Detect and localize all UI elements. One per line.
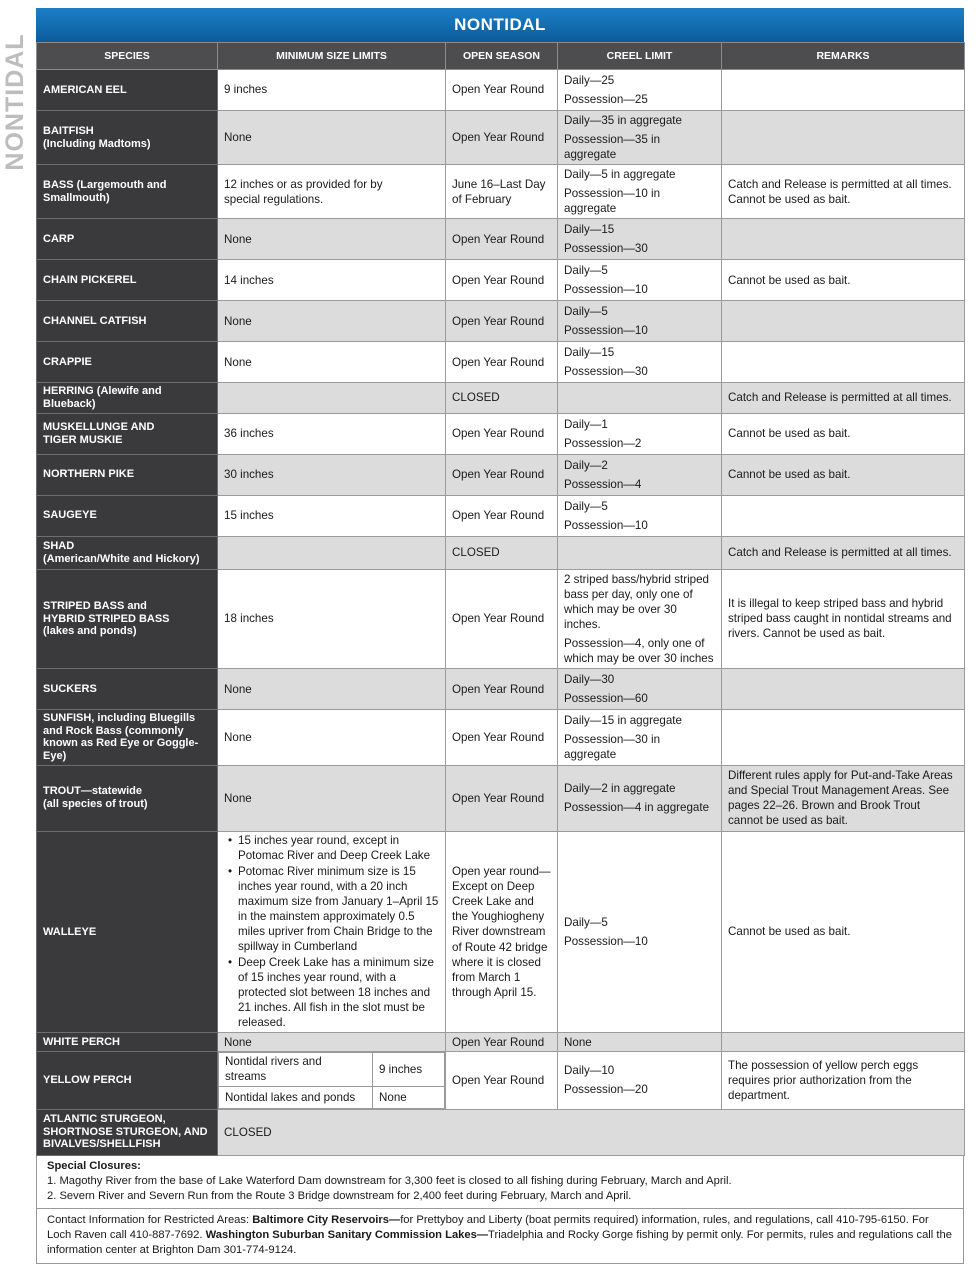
contact-intro: Contact Information for Restricted Areas: — [47, 1213, 253, 1226]
season-cell: Open Year Round — [446, 765, 558, 831]
creel-line: Daily—25 — [564, 73, 615, 87]
table-row — [37, 165, 965, 219]
side-section-label: NONTIDAL — [1, 33, 29, 171]
creel-cell — [558, 1052, 722, 1109]
creel-line: Possession—2 — [564, 436, 642, 450]
contact-baltimore-text: for Prettyboy and Liberty (boat permits required) information, rules, and regulations, call 410-795-6150. For Loch Raven call 410-887-7692. — [47, 1213, 929, 1241]
list-item: • Deep Creek Lake has a minimum size of 15 inches year round, with a protected slot between 18 inches and 21 inches. All fish in the slot must be released. — [232, 955, 439, 1030]
header-species: SPECIES — [37, 43, 218, 70]
size-cell: 12 inches or as provided for by special regulations. — [218, 165, 446, 219]
creel-line: Possession—10 — [564, 518, 648, 532]
creel-cell — [558, 454, 722, 495]
species-cell: BAITFISH (Including Madtoms) — [37, 111, 218, 165]
table-body — [37, 70, 965, 832]
header-min-size: MINIMUM SIZE LIMITS — [218, 43, 446, 70]
creel-line: Possession—10 — [564, 935, 648, 948]
season-cell: Open Year Round — [446, 710, 558, 766]
species-cell: WHITE PERCH — [37, 1033, 218, 1052]
table-row — [37, 669, 965, 710]
table-row — [37, 111, 965, 165]
creel-cell — [558, 413, 722, 454]
table-row — [37, 454, 965, 495]
header-remarks: REMARKS — [722, 43, 965, 70]
creel-cell — [558, 219, 722, 260]
size-cell — [218, 383, 446, 413]
remarks-cell: Cannot be used as bait. — [722, 454, 965, 495]
table-row — [219, 1086, 445, 1108]
creel-line: Possession—35 in aggregate — [564, 133, 661, 162]
season-cell: Open Year Round — [446, 1033, 558, 1052]
contact-wssc-text: Triadelphia and Rocky Gorge fishing by permit only. For permits, rules and regulations call the information center at Brighton Dam 301-774-9124. — [47, 1228, 952, 1257]
header-open-season: OPEN SEASON — [446, 43, 558, 70]
species-cell: TROUT—statewide (all species of trout) — [37, 765, 218, 831]
species-cell: BASS (Largemouth and Smallmouth) — [37, 165, 218, 219]
season-cell: June 16–Last Day of February — [446, 165, 558, 219]
creel-cell — [558, 765, 722, 831]
species-cell: WALLEYE — [37, 831, 218, 1033]
header-creel-limit: CREEL LIMIT — [558, 43, 722, 70]
creel-line: Possession—10 — [564, 324, 648, 338]
contact-baltimore-title: Baltimore City Reservoirs— — [252, 1213, 401, 1226]
remarks-cell: Cannot be used as bait. — [722, 413, 965, 454]
season-cell: CLOSED — [446, 383, 558, 413]
table-row — [37, 569, 965, 668]
species-cell: MUSKELLUNGE AND TIGER MUSKIE — [37, 413, 218, 454]
species-cell: ATLANTIC STURGEON, SHORTNOSE STURGEON, AND BIVALVES/SHELLFISH — [37, 1109, 218, 1155]
list-item: 2. Severn River and Severn Run from the Route 3 Bridge downstream for 2,400 feet during February, March and April. — [47, 1189, 632, 1202]
species-cell: CRAPPIE — [37, 342, 218, 383]
regulations-panel — [36, 8, 964, 1264]
creel-line: Possession—60 — [564, 692, 648, 706]
season-cell: Open Year Round — [446, 111, 558, 165]
special-closures-heading: Special Closures: — [47, 1159, 141, 1172]
creel-cell — [558, 165, 722, 219]
size-cell — [218, 536, 446, 569]
table-row — [37, 413, 965, 454]
size-cell: None — [218, 111, 446, 165]
remarks-cell: Catch and Release is permitted at all times. Cannot be used as bait. — [722, 165, 965, 219]
section-banner: NONTIDAL — [36, 8, 964, 42]
table-row — [37, 536, 965, 569]
creel-line: Daily—30 — [564, 672, 615, 686]
size-cell: 14 inches — [218, 260, 446, 301]
remarks-cell: It is illegal to keep striped bass and hybrid striped bass caught in nontidal streams and rivers. Cannot be used as bait. — [722, 569, 965, 668]
table-row-walleye — [37, 831, 965, 1033]
creel-line: Possession—4, only one of which may be over 30 inches — [564, 636, 714, 665]
table-row — [219, 1053, 445, 1086]
size-cell: 15 inches — [218, 495, 446, 536]
table-body-special — [37, 831, 965, 1155]
season-cell: Open Year Round — [446, 669, 558, 710]
creel-cell — [558, 569, 722, 668]
season-cell: Open Year Round — [446, 1052, 558, 1109]
season-cell: Open Year Round — [446, 70, 558, 111]
contact-information — [36, 1209, 964, 1264]
water-size: None — [373, 1086, 445, 1108]
remarks-cell: Cannot be used as bait. — [722, 260, 965, 301]
creel-line: Daily—5 — [564, 264, 608, 278]
water-type: Nontidal lakes and ponds — [219, 1086, 373, 1108]
species-cell: CHANNEL CATFISH — [37, 301, 218, 342]
table-row — [37, 260, 965, 301]
remarks-cell: Cannot be used as bait. — [722, 831, 965, 1033]
table-row-sturgeon — [37, 1109, 965, 1155]
list-item: • 15 inches year round, except in Potomac River and Deep Creek Lake — [232, 833, 439, 863]
remarks-cell — [722, 219, 965, 260]
creel-line: Daily—10 — [564, 1064, 615, 1078]
water-type: Nontidal rivers and streams — [219, 1053, 373, 1086]
species-cell: SAUGEYE — [37, 495, 218, 536]
season-cell: Open Year Round — [446, 569, 558, 668]
creel-line: Possession—30 — [564, 365, 648, 379]
creel-line: Daily—5 — [564, 915, 608, 929]
creel-line: Possession—10 — [564, 283, 648, 297]
species-cell: NORTHERN PIKE — [37, 454, 218, 495]
remarks-cell — [722, 70, 965, 111]
creel-line: Possession—20 — [564, 1083, 648, 1097]
creel-cell — [558, 669, 722, 710]
closed-cell: CLOSED — [218, 1109, 965, 1155]
creel-line: Daily—35 in aggregate — [564, 114, 682, 127]
remarks-cell — [722, 1033, 965, 1052]
creel-cell — [558, 111, 722, 165]
size-cell: 9 inches — [218, 70, 446, 111]
remarks-cell: Different rules apply for Put-and-Take Areas and Special Trout Management Areas. See pages 22–26. Brown and Brook Trout cannot be used as bait. — [722, 765, 965, 831]
size-cell: None — [218, 1033, 446, 1052]
list-item: 1. Magothy River from the base of Lake Waterford Dam downstream for 3,300 feet is closed to all fishing during February, March and April. — [47, 1174, 732, 1187]
table-row — [37, 383, 965, 413]
remarks-cell: Catch and Release is permitted at all times. — [722, 383, 965, 413]
season-cell: Open Year Round — [446, 342, 558, 383]
creel-line: Possession—10 in aggregate — [564, 187, 661, 216]
species-cell: SUNFISH, including Bluegills and Rock Bass (commonly known as Red Eye or Goggle-Eye) — [37, 710, 218, 766]
season-cell: Open year round—Except on Deep Creek Lake and the Youghiogheny River downstream of Route 42 bridge where it is closed from March 1 through April 15. — [446, 831, 558, 1033]
species-cell: STRIPED BASS and HYBRID STRIPED BASS (lakes and ponds) — [37, 569, 218, 668]
creel-line: Daily—15 — [564, 346, 615, 360]
list-item: • Potomac River minimum size is 15 inches year round, with a 20 inch maximum size from January 1–April 15 in the mainstem approximately 0.5 miles upriver from Chain Bridge to the spillway in Cumberland — [232, 864, 439, 954]
creel-cell — [558, 342, 722, 383]
remarks-cell — [722, 495, 965, 536]
size-cell: None — [218, 342, 446, 383]
table-row-white-perch — [37, 1033, 965, 1052]
season-cell: Open Year Round — [446, 301, 558, 342]
remarks-cell: Catch and Release is permitted at all times. — [722, 536, 965, 569]
yellow-perch-size-table — [218, 1052, 445, 1108]
creel-line: Daily—2 in aggregate — [564, 782, 676, 796]
creel-line: Daily—5 — [564, 305, 608, 319]
water-size: 9 inches — [373, 1053, 445, 1086]
season-cell: CLOSED — [446, 536, 558, 569]
size-cell: 36 inches — [218, 413, 446, 454]
creel-line: Possession—30 — [564, 242, 648, 256]
species-cell: CHAIN PICKEREL — [37, 260, 218, 301]
size-cell: None — [218, 301, 446, 342]
creel-cell — [558, 710, 722, 766]
table-row — [37, 495, 965, 536]
creel-cell — [558, 301, 722, 342]
creel-line: 2 striped bass/hybrid striped bass per day, only one of which may be over 30 inches. — [564, 572, 709, 631]
contact-wssc-title: Washington Suburban Sanitary Commission Lakes— — [205, 1228, 489, 1241]
season-cell: Open Year Round — [446, 260, 558, 301]
species-cell: CARP — [37, 219, 218, 260]
remarks-cell — [722, 111, 965, 165]
table-row — [37, 342, 965, 383]
size-cell: None — [218, 710, 446, 766]
creel-line: Daily—15 — [564, 223, 615, 237]
table-header-row — [37, 43, 965, 70]
table-row — [37, 301, 965, 342]
season-cell: Open Year Round — [446, 219, 558, 260]
creel-line: Daily—5 in aggregate — [564, 168, 676, 182]
creel-line: Possession—30 in aggregate — [564, 732, 661, 761]
remarks-cell: The possession of yellow perch eggs requires prior authorization from the department. — [722, 1052, 965, 1109]
size-cell: None — [218, 669, 446, 710]
size-cell — [218, 1052, 446, 1109]
remarks-cell — [722, 301, 965, 342]
size-cell — [218, 831, 446, 1033]
season-cell: Open Year Round — [446, 495, 558, 536]
season-cell: Open Year Round — [446, 454, 558, 495]
season-cell: Open Year Round — [446, 413, 558, 454]
species-cell: SHAD (American/White and Hickory) — [37, 536, 218, 569]
species-cell: AMERICAN EEL — [37, 70, 218, 111]
special-closures — [36, 1156, 964, 1209]
creel-cell — [558, 831, 722, 1033]
size-cell: 30 inches — [218, 454, 446, 495]
table-row-yellow-perch — [37, 1052, 965, 1109]
walleye-size-list — [224, 833, 439, 1031]
creel-line: Daily—15 in aggregate — [564, 713, 682, 727]
size-cell: None — [218, 765, 446, 831]
size-cell: None — [218, 219, 446, 260]
remarks-cell — [722, 669, 965, 710]
table-row — [37, 710, 965, 766]
species-cell: HERRING (Alewife and Blueback) — [37, 383, 218, 413]
creel-line: Possession—25 — [564, 93, 648, 106]
table-row — [37, 765, 965, 831]
creel-cell — [558, 383, 722, 413]
remarks-cell — [722, 342, 965, 383]
regulations-table — [36, 42, 965, 1156]
creel-line: Daily—1 — [564, 417, 608, 431]
species-cell: SUCKERS — [37, 669, 218, 710]
creel-cell — [558, 536, 722, 569]
creel-cell — [558, 260, 722, 301]
size-cell: 18 inches — [218, 569, 446, 668]
remarks-cell — [722, 710, 965, 766]
species-cell: YELLOW PERCH — [37, 1052, 218, 1109]
creel-line: Daily—2 — [564, 458, 608, 472]
creel-cell — [558, 495, 722, 536]
creel-line: Possession—4 in aggregate — [564, 801, 710, 815]
creel-line: Daily—5 — [564, 499, 608, 513]
table-row — [37, 70, 965, 111]
creel-line: Possession—4 — [564, 477, 642, 491]
table-row — [37, 219, 965, 260]
creel-cell — [558, 70, 722, 111]
creel-cell: None — [558, 1033, 722, 1052]
